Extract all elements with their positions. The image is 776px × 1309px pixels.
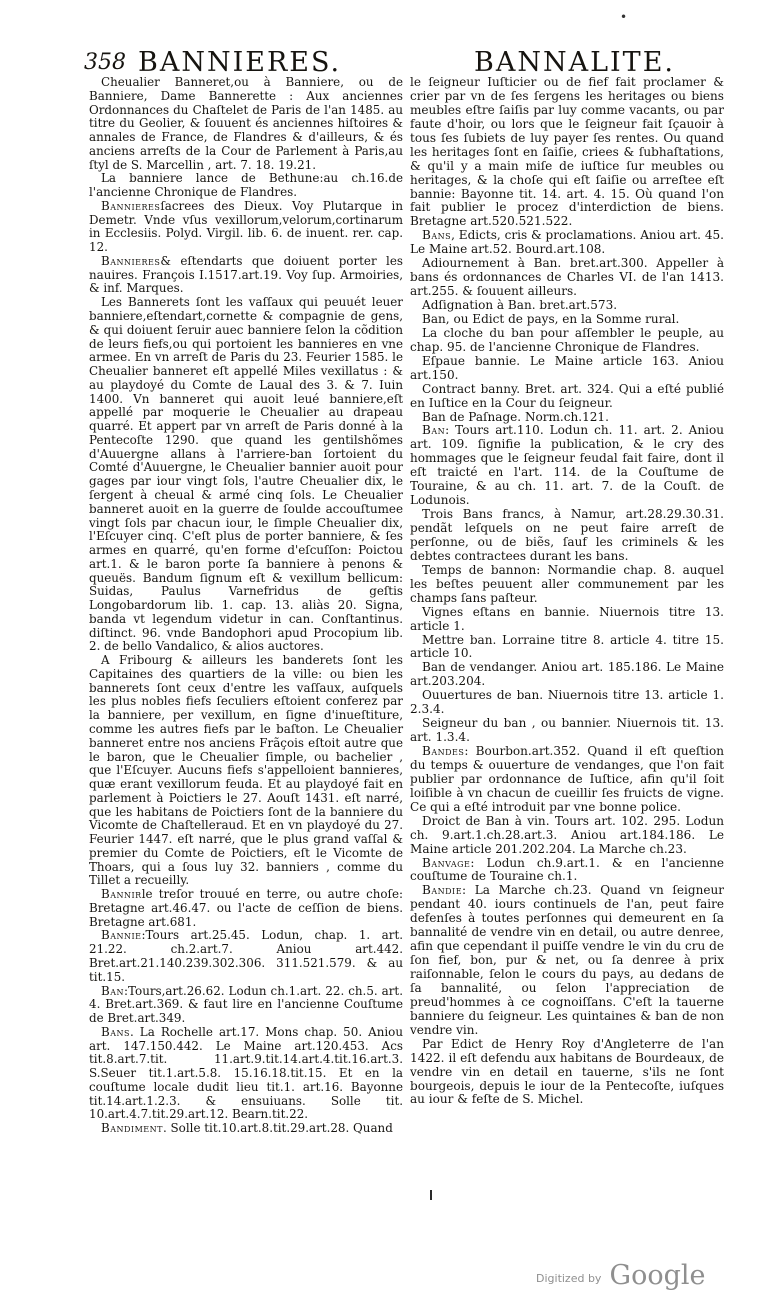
entry-lemma: Banvage xyxy=(422,855,471,870)
entry-text: Vignes eſtans en bannie. Niuernois titre 13. article 1. xyxy=(410,604,724,633)
entry-paragraph xyxy=(410,606,724,634)
entry-text: Mettre ban. Lorraine titre 8. article 4. titre 15. article 10. xyxy=(410,632,724,661)
entry-lemma: Bandiment xyxy=(101,1121,163,1136)
entry-paragraph xyxy=(89,76,403,172)
entry-text: le treſor trouué en terre, ou autre choſe: Bretagne art.46.47. ou l'acte de ceſſion de biens. Bretagne art.681. xyxy=(89,887,403,929)
entry-paragraph xyxy=(410,661,724,689)
entry-text: Par Edict de Henry Roy d'Angleterre de l'an 1422. il eſt defendu aux habitans de Bourdeaux, de vendre vin en detail en tauerne, s'ils ne ſont bourgeois, depuis le iour de la Pentecoſte, iuſques au iour & feſte de S. Michel. xyxy=(410,1036,724,1107)
entry-lemma: Bannieres xyxy=(101,198,161,213)
entry-text: Droict de Ban à vin. Tours art. 102. 295. Lodun ch. 9.art.1.ch.28.art.3. Aniou art.184.186. Le Maine article 201.202.204. La Marche ch.23. xyxy=(410,813,724,856)
entry-paragraph xyxy=(410,327,724,355)
running-head-left: BANNIERES. xyxy=(138,47,342,78)
entry-lemma: Ban xyxy=(101,983,125,998)
entry-paragraph xyxy=(89,985,403,1026)
entry-paragraph xyxy=(89,1122,403,1136)
entry-paragraph xyxy=(89,888,403,929)
entry-lemma: Ban xyxy=(422,423,446,438)
entry-paragraph xyxy=(410,634,724,662)
entry-text: Les Bannerets ſont les vaſſaux qui peuuét leuer banniere,eſtendart,cornette & compagnie de gens, & qui doiuent ſeruir auec banniere ſelon la cõdition de leurs fiefs,ou qui portoient les bannieres en vne armee. En vn arreſt de Paris du 23. Feurier 1585. le Cheualier banneret eſt appellé Miles vexillatus : & au playdoyé du Comte de Laual des 3. & 7. Iuin 1400. Vn banneret qui auoit leué banniere,eſt appellé par moquerie le Cheualier au drapeau quarré. Et appert par vn arreſt de Paris donné à la Pentecoſte 1290. que quand les gentilshõmes d'Auuergne allans à l'arriere-ban ſortoient du Comté d'Auuergne, le Cheualier bannier auoit pour gages par iour vingt ſols, l'autre Cheualier dix, le ſergent à cheual & armé cinq ſols. Le Cheualier banneret auoit en la guerre de ſoulde accouſtumee vingt ſols par chacun iour, le ſimple Cheualier dix, l'Eſcuyer cinq. C'eſt plus de porter banniere, & ſes armes en quarré, qu'en forme d'eſcuſſon: Poictou art.1. & le baron porte ſa banniere à penons & queuës. Bandum ſignum eſt & vexillum bellicum: Suidas, Paulus Varnefridus de geſtis Longobardorum lib. 1. cap. 13. aliàs 20. Signa, banda vt legendum videtur in can. Conſtantinus. diſtinct. 96. vnde Bandophori apud Procopium lib. 2. de bello Vandalico, & alios auctores. xyxy=(89,295,403,654)
entry-paragraph xyxy=(410,76,724,229)
running-head-right: BANNALITE. xyxy=(474,47,675,78)
ink-speck: • xyxy=(620,10,628,24)
entry-text: : Bourbon.art.352. Quand il eſt queſtion du temps & ouuerture de vendanges, que l'on fait publier par ordonnance de Iuſtice, afin qu'il ſoit loiſible à vn chacun de cueillir ſes fruicts de vigne. Ce qui a eſté introduit par vne bonne police. xyxy=(410,744,724,814)
entry-text: , Edicts, cris & proclamations. Aniou art. 45. Le Maine art.52. Bourd.art.108. xyxy=(410,228,724,257)
entry-text: Eſpaue bannie. Le Maine article 163. Aniou art.150. xyxy=(410,353,724,382)
entry-text: : Lodun ch.9.art.1. & en l'ancienne couſtume de Touraine ch.1. xyxy=(410,855,724,884)
entry-paragraph xyxy=(89,654,403,888)
entry-paragraph xyxy=(410,313,724,327)
digitized-by-text: Digitized by xyxy=(536,1272,602,1285)
entry-paragraph xyxy=(410,564,724,606)
entry-text: : La Marche ch.23. Quand vn ſeigneur pendant 40. iours continuels de l'an, peut faire defenſes à toutes perſonnes qui demeurent en ſa bannalité de vendre vin en detail, ou autre denree, afin que cependant il puiſſe vendre le vin du cru de ſon fief, bon, pur & net, ou ſa denree à prix raiſonnable, ſelon le cours du pays, au dedans de ſa bannalité, ou ſelon l'appreciation de preud'hommes à ce cognoiſſans. C'eſt la tauerne banniere du ſeigneur. Les quintaines & ban de non vendre vin. xyxy=(410,883,724,1037)
entry-paragraph xyxy=(89,200,403,255)
entry-paragraph xyxy=(410,229,724,257)
left-column xyxy=(89,76,403,1136)
entry-paragraph xyxy=(89,172,403,200)
entry-paragraph xyxy=(89,1026,403,1122)
entry-text: Seigneur du ban , ou bannier. Niuernois tit. 13. art. 1.3.4. xyxy=(410,716,724,745)
entry-paragraph xyxy=(410,689,724,717)
entry-paragraph xyxy=(410,411,724,425)
entry-paragraph xyxy=(410,884,724,1037)
entry-text: Cheualier Banneret,ou à Banniere, ou de Banniere, Dame Bannerette : Aux anciennes Ordonnances du Chaſtelet de Paris de l'an 1485. au titre du Geolier, & ſouuent és anciennes hiſtoires & annales de France, de Flandres & d'ailleurs, & és anciens arreſts de la Cour de Parlement à Paris,au ſtyl de S. Marcellin , art. 7. 18. 19.21. xyxy=(89,75,403,172)
entry-text: ſacrees des Dieux. Voy Plutarque in Demetr. Vnde vſus vexillorum,velorum,cortinarum in Ecclesiis. Polyd. Virgil. lib. 6. de inuent. rer. cap. 12. xyxy=(89,198,403,255)
entry-paragraph xyxy=(410,508,724,564)
entry-paragraph xyxy=(410,257,724,299)
entry-lemma: Bannieres xyxy=(101,253,161,268)
ink-stroke xyxy=(430,1190,432,1200)
entry-text: Adſignation à Ban. bret.art.573. xyxy=(422,298,618,312)
entry-text: . Solle tit.10.art.8.tit.29.art.28. Quand xyxy=(162,1121,393,1136)
entry-text: :Tours,art.26.62. Lodun ch.1.art. 22. ch.5. art. 4. Bret.art.369. & faut lire en l'ancienne Couſtume de Bret.art.349. xyxy=(89,983,403,1026)
entry-paragraph xyxy=(410,857,724,885)
entry-text: le ſeigneur Iuſticier ou de fief fait proclamer & crier par vn de ſes ſergens les heritages ou biens meubles eſtre ſaiſis par luy comme vacants, ou par faute d'hoir, ou lors que le ſeigneur fait ſçauoir à tous ſes ſubiets de luy payer ſes rentes. Ou quand les heritages ſont en ſaiſie, criees & ſubhaſtations, & qu'il y a main miſe de iuſtice ſur meubles ou heritages, & la choſe qui eſt ſaiſie ou arreſtee eſt bannie: Bayonne tit. 14. art. 4. 15. Où quand l'on fait publier le procez d'interdiction de biens. Bretagne art.520.521.522. xyxy=(410,75,724,229)
entry-paragraph xyxy=(410,717,724,745)
right-column xyxy=(410,76,724,1107)
page-number: 358 xyxy=(84,50,126,75)
entry-text: Ban de vendanger. Aniou art. 185.186. Le Maine art.203.204. xyxy=(410,660,724,689)
entry-lemma: Bans xyxy=(101,1024,130,1039)
entry-text: & eſtendarts que doiuent porter les nauires. François I.1517.art.19. Voy ſup. Armoiries, & inf. Marques. xyxy=(89,253,403,296)
entry-text: A Fribourg & ailleurs les banderets ſont les Capitaines des quartiers de la ville: ou bien les bannerets ſont ceux d'entre les vaſſaux, auſquels les plus nobles fiefs ſeculiers eſtoient conferez par la banniere, per vexillum, en ſigne d'inueſtiture, comme les autres fiefs par le baſton. Le Cheualier banneret entre nos anciens Frãçois eſtoit autre que le baron, que le Cheualier ſimple, ou bachelier , que l'Eſcuyer. Aucuns fiefs s'appelloient bannieres, quæ erant vexillorum feuda. Et au playdoyé fait en parlement à Poictiers le 27. Aouſt 1431. eſt narré, que les habitans de Poictiers ſont de la banniere du Vicomte de Chaſtelleraud. Et en vn playdoyé du 27. Feurier 1447. eſt narré, que le plus grand vaſſal & premier du Comte de Poictiers, eſt le Vicomte de Thoars, qui a ſous luy 32. banniers , comme du Tillet a recueilly. xyxy=(89,653,403,888)
entry-text: . La Rochelle art.17. Mons chap. 50. Aniou art. 147.150.442. Le Maine art.120.453. Acs tit.8.art.7.tit. 11.art.9.tit.14.art.4.tit.16.art.3. S.Seuer tit.1.art.5.8. 15.16.18.tit.15. Et en la couſtume locale dudit lieu tit.1. art.16. Bayonne tit.14.art.1.2.3. & ensuiuans. Solle tit. 10.art.4.7.tit.29.art.12. Bearn.tit.22. xyxy=(89,1024,403,1122)
entry-text: Contract banny. Bret. art. 324. Qui a eſté publié en Iuſtice en la Cour du ſeigneur. xyxy=(410,381,724,410)
entry-text: La banniere lance de Bethune:au ch.16.de l'ancienne Chronique de Flandres. xyxy=(89,171,403,200)
entry-text: La cloche du ban pour aſſembler le peuple, au chap. 95. de l'ancienne Chronique de Flandres. xyxy=(410,325,724,354)
entry-paragraph xyxy=(89,929,403,984)
entry-text: :Tours art.25.45. Lodun, chap. 1. art. 21.22. ch.2.art.7. Aniou art.442. Bret.art.21.140.239.302.306. 311.521.579. & au tit.15. xyxy=(89,928,403,984)
entry-lemma: Bandes xyxy=(422,744,465,758)
entry-paragraph xyxy=(410,383,724,411)
entry-lemma: Bans xyxy=(422,228,452,243)
entry-text: Trois Bans francs, à Namur, art.28.29.30.31. pendãt leſquels on ne peut faire arreſt de perſonne, ou de biẽs, ſauf les criminels & les debtes contractees durant les bans. xyxy=(410,507,724,563)
entry-paragraph xyxy=(410,815,724,857)
entry-text: : Tours art.110. Lodun ch. 11. art. 2. Aniou art. 109. ſignifie la publication, & le cry des hommages que le ſeigneur feudal fait faire, dont il eſt traicté en l'art. 114. de la Couſtume de Touraine, & au ch. 11. art. 7. de la Couſt. de Lodunois. xyxy=(410,423,724,508)
entry-text: Ouuertures de ban. Niuernois titre 13. article 1. 2.3.4. xyxy=(410,688,724,717)
entry-paragraph xyxy=(89,255,403,296)
google-logo: Google xyxy=(609,1260,706,1291)
entry-paragraph xyxy=(410,424,724,508)
entry-text: Ban, ou Edict de pays, en la Somme rural. xyxy=(422,311,680,326)
entry-text: Ban de Paſnage. Norm.ch.121. xyxy=(422,409,609,424)
entry-lemma: Bandie xyxy=(422,883,463,898)
entry-paragraph xyxy=(410,299,724,313)
entry-text: Temps de bannon: Normandie chap. 8. auquel les beſtes peuuent aller communement par les champs ſans paſteur. xyxy=(410,562,724,605)
entry-paragraph xyxy=(410,355,724,383)
entry-lemma: Bannir xyxy=(101,887,142,902)
digitized-footer xyxy=(536,1260,706,1291)
entry-paragraph xyxy=(89,296,403,654)
entry-paragraph xyxy=(410,1038,724,1108)
entry-paragraph xyxy=(410,745,724,815)
entry-lemma: Bannie xyxy=(101,928,142,943)
entry-text: Adiournement à Ban. bret.art.300. Appeller à bans és ordonnances de Charles VI. de l'an 1413. art.255. & ſouuent ailleurs. xyxy=(410,256,724,299)
